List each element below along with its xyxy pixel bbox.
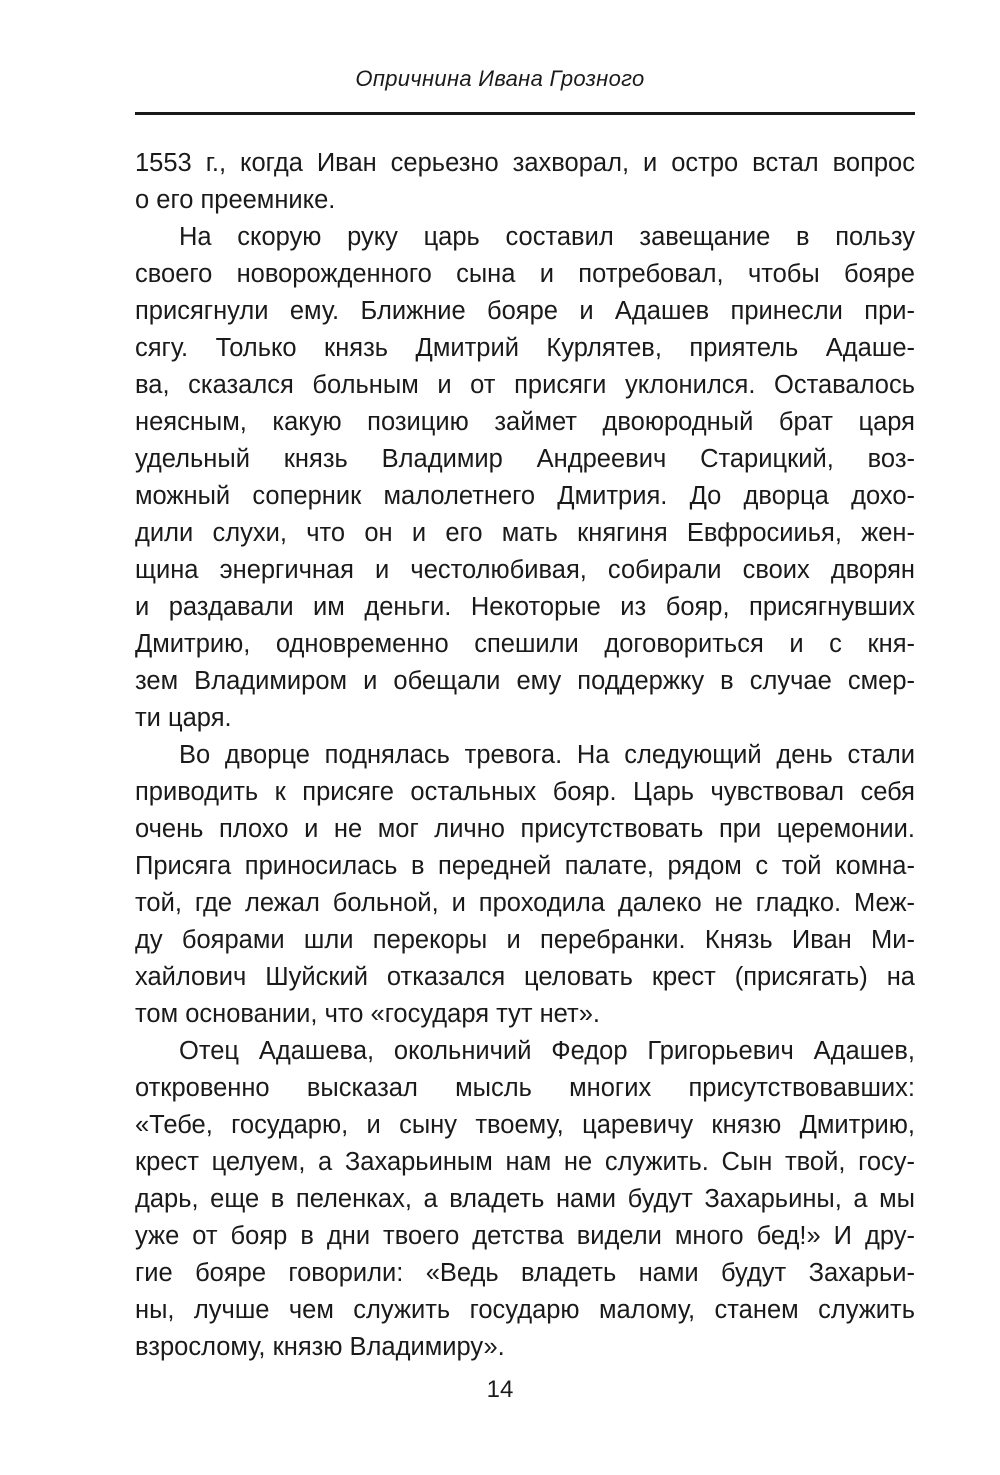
- header-rule: [135, 112, 915, 115]
- text-line: Присяга приносилась в передней палате, рядом с той комна-: [135, 852, 915, 880]
- text-line: Дмитрию, одновременно спешили договориться и с кня-: [135, 630, 915, 658]
- text-line: дарь, еще в пеленках, а владеть нами будут Захарьины, а мы: [135, 1185, 915, 1213]
- text-line: можный соперник малолетнего Дмитрия. До дворца дохо-: [135, 482, 915, 510]
- text-line: удельный князь Владимир Андреевич Старицкий, воз-: [135, 445, 915, 473]
- text-line: Во дворце поднялась тревога. На следующий день стали: [179, 741, 915, 769]
- text-line: том основании, что «государя тут нет».: [135, 1000, 600, 1028]
- text-line: ти царя.: [135, 704, 232, 732]
- text-line: своего новорожденного сына и потребовал, чтобы бояре: [135, 260, 915, 288]
- text-line: ду боярами шли перекоры и перебранки. Князь Иван Ми-: [135, 926, 915, 954]
- text-line: ва, сказался больным и от присяги уклонился. Оставалось: [135, 371, 915, 399]
- text-line: неясным, какую позицию займет двоюродный брат царя: [135, 408, 915, 436]
- text-line: гие бояре говорили: «Ведь владеть нами будут Захарьи-: [135, 1259, 915, 1287]
- text-line: откровенно высказал мысль многих присутствовавших:: [135, 1074, 915, 1102]
- text-line: Отец Адашева, окольничий Федор Григорьевич Адашев,: [179, 1037, 915, 1065]
- text-line: сягу. Только князь Дмитрий Курлятев, приятель Адаше-: [135, 334, 915, 362]
- text-line: взрослому, князю Владимиру».: [135, 1333, 505, 1361]
- text-line: приводить к присяге остальных бояр. Царь чувствовал себя: [135, 778, 915, 806]
- text-line: «Тебе, государю, и сыну твоему, царевичу князю Дмитрию,: [135, 1111, 915, 1139]
- text-line: той, где лежал больной, и проходила далеко не гладко. Меж-: [135, 889, 915, 917]
- text-line: дили слухи, что он и его мать княгиня Евфросииья, жен-: [135, 519, 915, 547]
- paragraph: [135, 145, 915, 219]
- body-text: [135, 145, 915, 1366]
- running-head: Опричнина Ивана Грозного: [355, 66, 645, 91]
- text-line: крест целуем, а Захарьиным нам не служить. Сын твой, госу-: [135, 1148, 915, 1176]
- text-line: щина энергичная и честолюбивая, собирали своих дворян: [135, 556, 915, 584]
- text-line: уже от бояр в дни твоего детства видели много бед!» И дру-: [135, 1222, 915, 1250]
- paragraph: [135, 737, 915, 1033]
- text-line: и раздавали им деньги. Некоторые из бояр, присягнувших: [135, 593, 915, 621]
- text-line: присягнули ему. Ближние бояре и Адашев принесли при-: [135, 297, 915, 325]
- page-number: 14: [486, 1376, 514, 1403]
- paragraph: [135, 1033, 915, 1366]
- text-line: очень плохо и не мог лично присутствовать при церемонии.: [135, 815, 915, 843]
- text-line: На скорую руку царь составил завещание в пользу: [179, 223, 915, 251]
- text-line: о его преемнике.: [135, 186, 336, 214]
- text-line: зем Владимиром и обещали ему поддержку в случае смер-: [135, 667, 915, 695]
- text-line: хайлович Шуйский отказался целовать крест (присягать) на: [135, 963, 915, 991]
- paragraph: [135, 219, 915, 737]
- text-line: ны, лучше чем служить государю малому, станем служить: [135, 1296, 915, 1324]
- text-line: 1553 г., когда Иван серьезно захворал, и остро встал вопрос: [135, 149, 915, 177]
